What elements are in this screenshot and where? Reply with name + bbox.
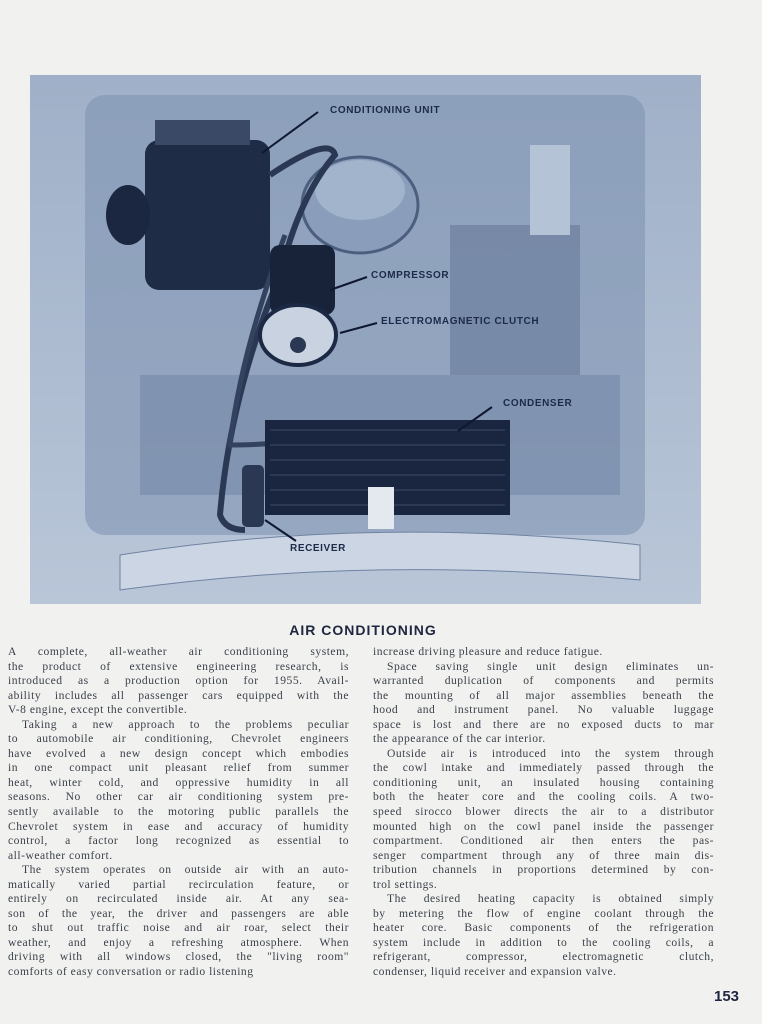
text-line: entirely on recirculated inside air. At any sea- <box>8 892 349 906</box>
text-line: son of the year, the driver and passengers are able <box>8 906 349 920</box>
text-line: speed sirocco blower directs the air to a distributor <box>373 805 714 819</box>
text-line: the appearance of the car interior. <box>373 732 546 746</box>
text-line: control, a factor long recognized as essential to <box>8 834 349 848</box>
callout-compressor: COMPRESSOR <box>371 270 450 281</box>
text-line: warranted duplication of components and permits <box>373 674 714 688</box>
text-line: weather, and enjoy a refreshing atmosphere. When <box>8 935 349 949</box>
text-line: hood and instrument panel. No valuable luggage <box>373 703 714 717</box>
text-line: The desired heating capacity is obtained simply <box>387 892 714 906</box>
text-line: senger compartment through any of three main dis- <box>373 848 714 862</box>
text-line: ability includes all passenger cars equipped with the <box>8 688 349 702</box>
engine-illustration <box>30 75 701 604</box>
right-text-column <box>373 645 714 980</box>
callout-condenser: CONDENSER <box>503 398 573 409</box>
text-line: conditioning unit, an insulated housing containing <box>373 775 714 789</box>
text-line: to shut out traffic noise and air roar, select their <box>8 921 349 935</box>
text-line: increase driving pleasure and reduce fatigue. <box>373 645 603 658</box>
text-line: introduced as a production option for 1955. Avail- <box>8 674 349 688</box>
text-line: space is lost and there are no exposed ducts to mar <box>373 717 714 731</box>
text-line: Outside air is introduced into the system through <box>387 746 714 760</box>
text-line: tribution channels in proportions determined by con- <box>373 863 714 877</box>
left-text-column <box>8 645 349 980</box>
text-line: comforts of easy conversation or radio listening <box>8 965 254 979</box>
text-line: matically varied partial recirculation feature, or <box>8 877 349 891</box>
text-line: in one compact unit pleasant relief from summer <box>8 761 349 775</box>
text-line: Taking a new approach to the problems peculiar <box>22 717 349 731</box>
text-line: have evolved a new design concept which embodies <box>8 746 349 760</box>
text-line: condenser, liquid receiver and expansion valve. <box>373 965 617 979</box>
text-line: trol settings. <box>373 877 438 891</box>
text-line: the product of extensive engineering research, is <box>8 659 349 673</box>
text-line: seasons. No other car air conditioning system pre- <box>8 790 349 804</box>
callout-electromagnetic-clutch: ELECTROMAGNETIC CLUTCH <box>381 316 540 327</box>
text-line: to automobile air conditioning, Chevrolet engineers <box>8 732 349 746</box>
callout-receiver: RECEIVER <box>290 543 346 554</box>
text-line: Chevrolet system in ease and accuracy of humidity <box>8 819 349 833</box>
text-line: both the heater core and the cooling coils. A two- <box>373 790 714 804</box>
section-title: AIR CONDITIONING <box>289 622 437 638</box>
text-line: all-weather comfort. <box>8 848 113 862</box>
text-line: heater core. Basic components of the refrigeration <box>373 921 714 935</box>
text-line: by metering the flow of engine coolant through the <box>373 906 714 920</box>
callout-conditioning-unit: CONDITIONING UNIT <box>330 105 441 116</box>
text-line: heat, winter cold, and oppressive humidity in all <box>8 775 349 789</box>
text-line: mounted high on the cowl panel inside the passenger <box>373 819 714 833</box>
text-line: sently available to the motoring public parallels the <box>8 805 349 819</box>
text-line: refrigerant, compressor, electromagnetic clutch, <box>373 950 714 964</box>
text-line: The system operates on outside air with an auto- <box>22 863 349 877</box>
text-line: system include in addition to the cooling coils, a <box>373 935 714 949</box>
text-line: V-8 engine, except the convertible. <box>8 703 188 717</box>
text-line: the cowl intake and immediately passed through the <box>373 761 714 775</box>
text-line: driving with all windows closed, the "living room" <box>8 950 349 964</box>
text-line: A complete, all-weather air conditioning system, <box>8 645 349 658</box>
page-number: 153 <box>714 988 740 1005</box>
text-line: the mounting of all major assemblies beneath the <box>373 688 714 702</box>
text-line: compartment. Conditioned air then enters the pas- <box>373 834 714 848</box>
engine-compartment-photo <box>30 75 701 604</box>
text-line: Space saving single unit design eliminates un- <box>387 659 714 673</box>
